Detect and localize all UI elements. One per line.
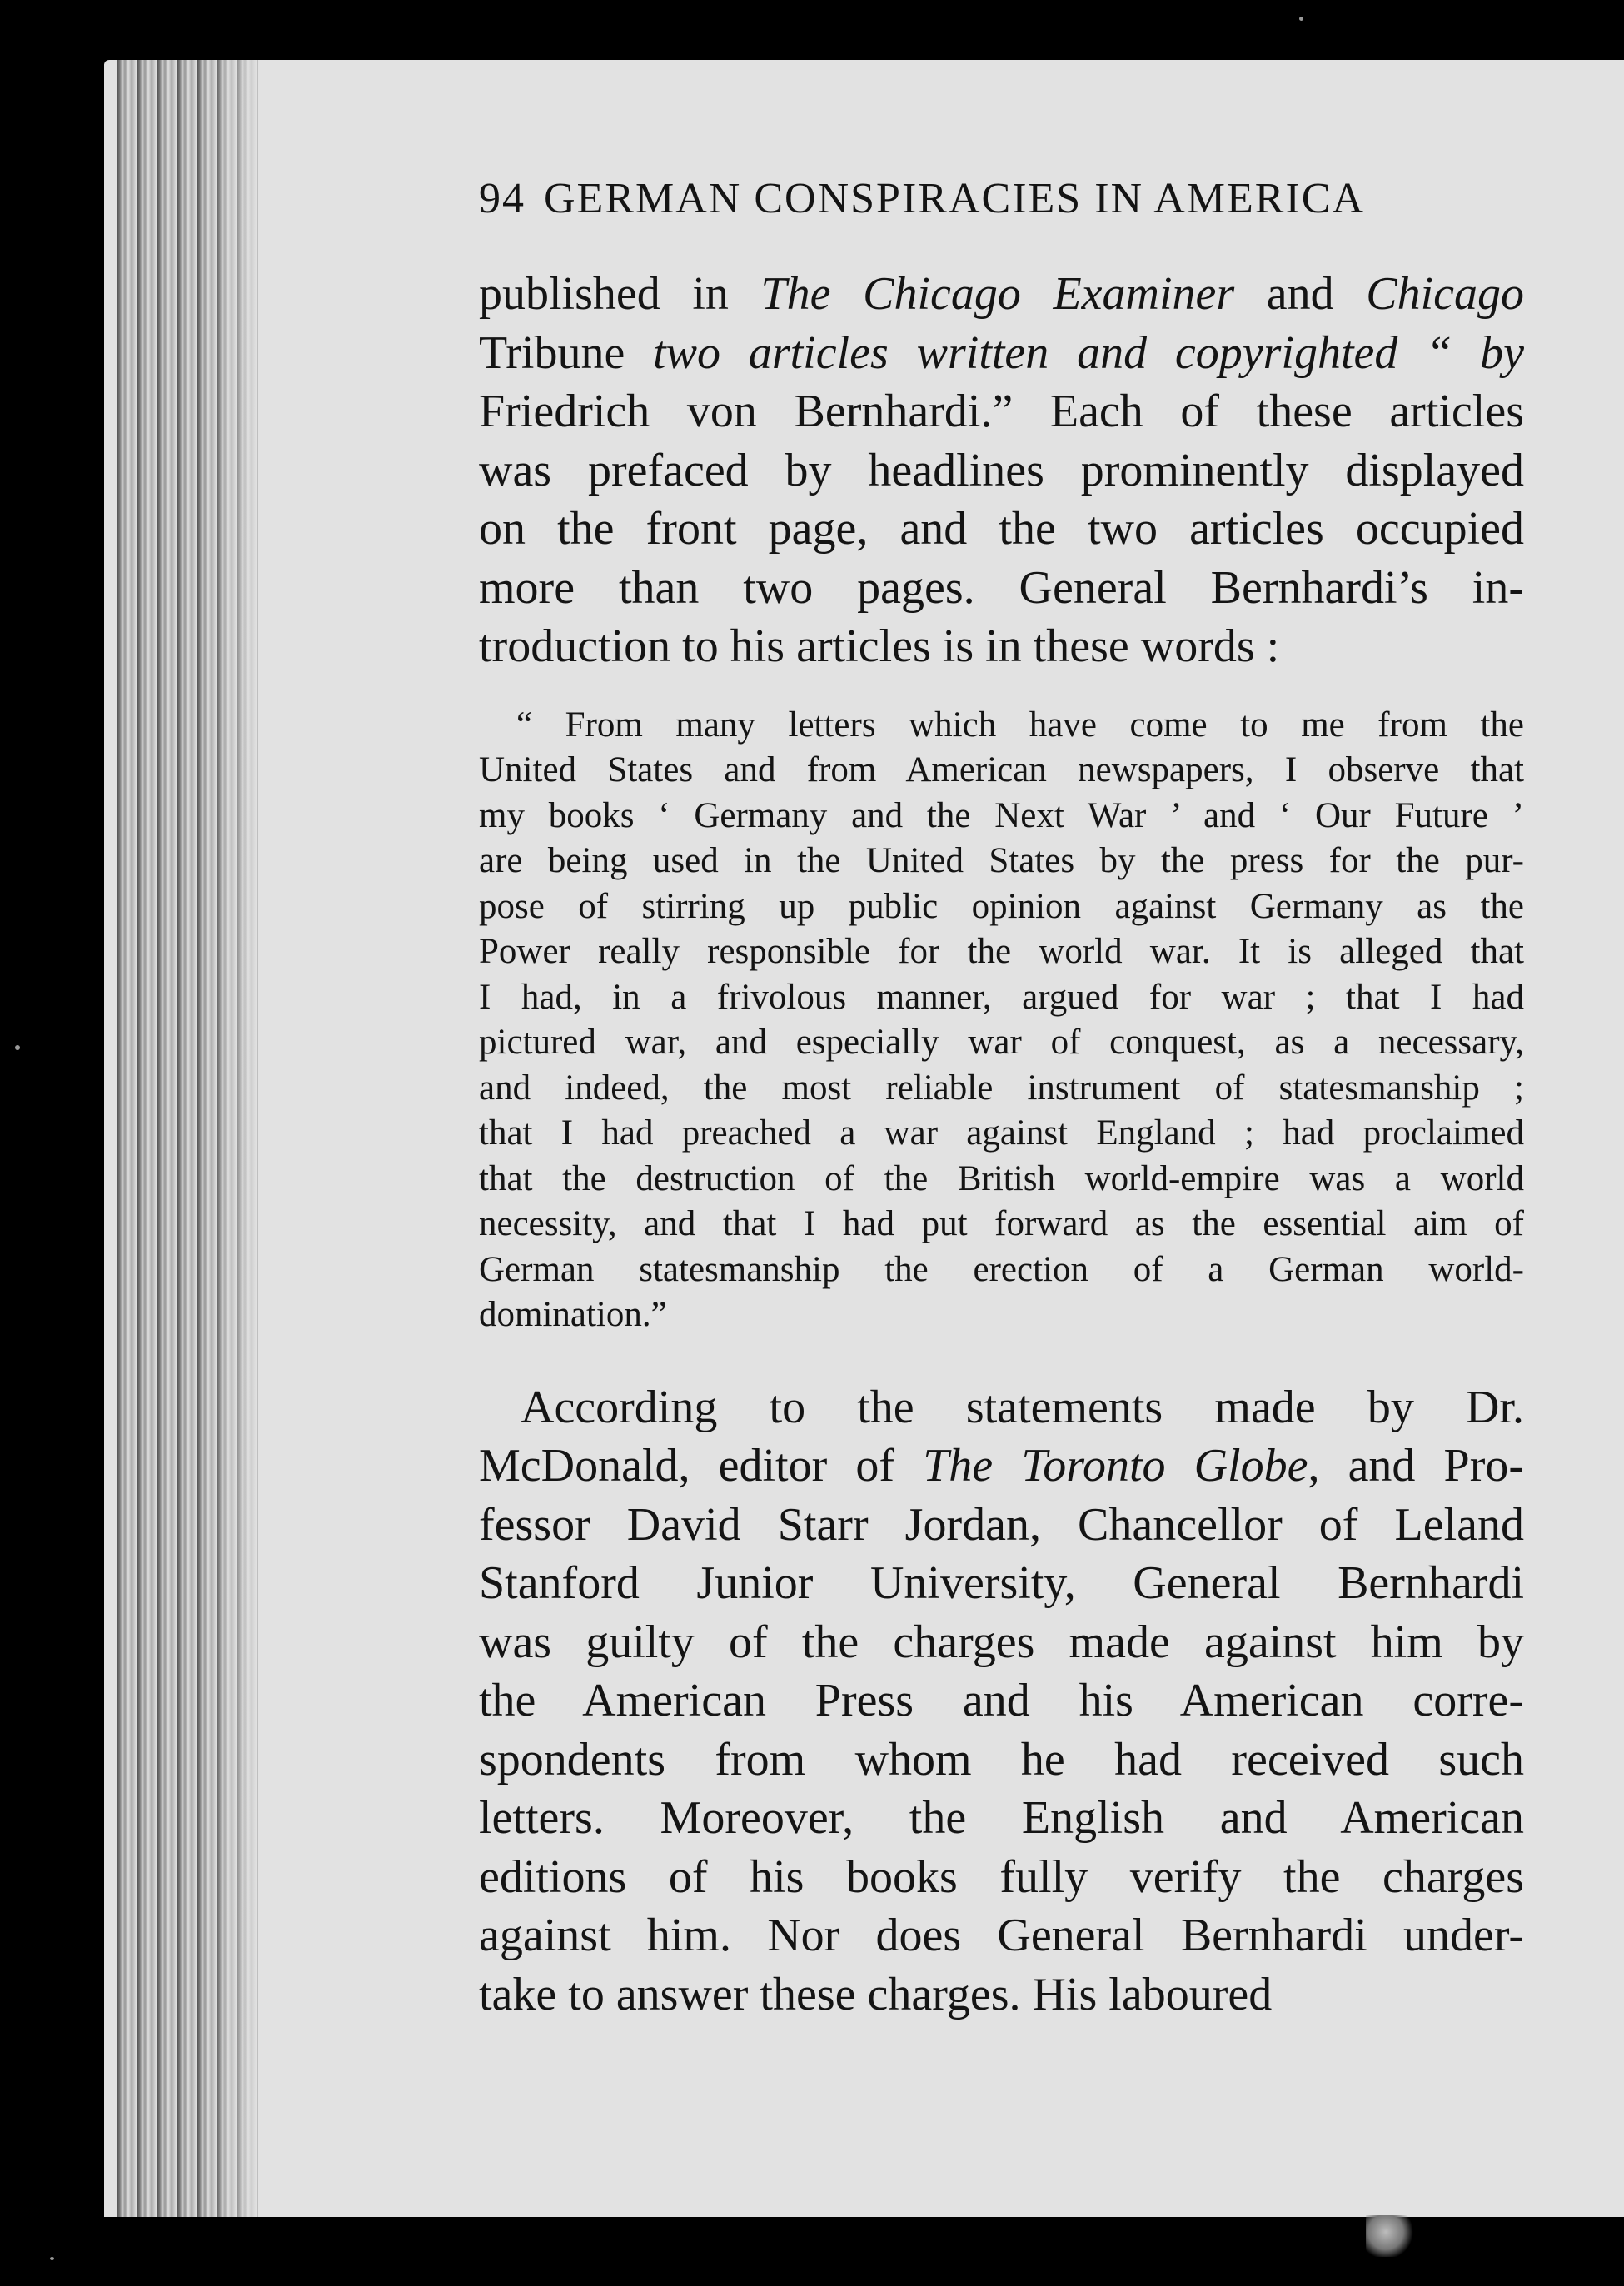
text-line: was guilty of the charges made against him by: [479, 1616, 1524, 1668]
text-line: against him. Nor does General Bernhardi under-: [479, 1910, 1524, 1961]
paragraph-2: [479, 1378, 1524, 2025]
text-line: Tribune two articles written and copyrighted “ by: [479, 326, 1524, 379]
text-line: Friedrich von Bernhardi.” Each of these articles: [479, 386, 1524, 437]
text-line: I had, in a frivolous manner, argued for war ; that I had: [479, 977, 1524, 1017]
text-line: spondents from whom he had received such: [479, 1733, 1524, 1785]
text-line: Power really responsible for the world war. It is alleged that: [479, 932, 1524, 971]
quotation-block: [479, 703, 1524, 1338]
text-line: United States and from American newspapers, I observe that: [479, 750, 1524, 789]
page-number: 94: [479, 175, 526, 222]
text-line: domination.”: [479, 1295, 667, 1334]
text-line: published in The Chicago Examiner and Chicago: [479, 268, 1524, 320]
text-line: “ From many letters which have come to me from the: [516, 705, 1524, 745]
text-line: on the front page, and the two articles occupied: [479, 503, 1524, 555]
text-line: German statesmanship the erection of a German world-: [479, 1249, 1524, 1289]
running-title: GERMAN CONSPIRACIES IN AMERICA: [544, 175, 1365, 222]
text-line: According to the statements made by Dr.: [521, 1381, 1524, 1433]
text-line: troduction to his articles is in these words :: [479, 620, 1280, 672]
scan-speck: [50, 2257, 54, 2260]
text-line: pose of stirring up public opinion against Germany as the: [479, 886, 1524, 926]
text-line: was prefaced by headlines prominently displayed: [479, 444, 1524, 496]
text-line: my books ‘ Germany and the Next War ’ and ‘ Our Future ’: [479, 795, 1524, 835]
text-line: Stanford Junior University, General Bernhardi: [479, 1557, 1524, 1609]
scan-speck: [1299, 17, 1303, 21]
scan-artifact: [1366, 2215, 1416, 2257]
text-line: editions of his books fully verify the charges: [479, 1850, 1524, 1903]
text-line: fessor David Starr Jordan, Chancellor of Leland: [479, 1498, 1524, 1551]
text-line: McDonald, editor of The Toronto Globe, and Pro-: [479, 1440, 1524, 1492]
spine-shadow: [208, 60, 275, 2217]
text-line: and indeed, the most reliable instrument of statesmanship ;: [479, 1068, 1524, 1108]
scan-speck: [15, 1045, 20, 1050]
running-head: [479, 167, 1524, 232]
text-line: the American Press and his American corre-: [479, 1675, 1524, 1726]
paragraph-1: [479, 265, 1524, 676]
text-line: that the destruction of the British world-empire was a world: [479, 1158, 1524, 1198]
text-line: more than two pages. General Bernhardi’s in-: [479, 561, 1524, 614]
text-line: necessity, and that I had put forward as the essential aim of: [479, 1204, 1524, 1243]
text-line: are being used in the United States by the press for the pur-: [479, 841, 1524, 880]
page-text: [479, 167, 1524, 2024]
text-line: take to answer these charges. His laboured: [479, 1968, 1273, 2020]
text-line: pictured war, and especially war of conquest, as a necessary,: [479, 1023, 1524, 1062]
text-line: letters. Moreover, the English and American: [479, 1792, 1524, 1844]
text-line: that I had preached a war against England ; had proclaimed: [479, 1113, 1524, 1153]
